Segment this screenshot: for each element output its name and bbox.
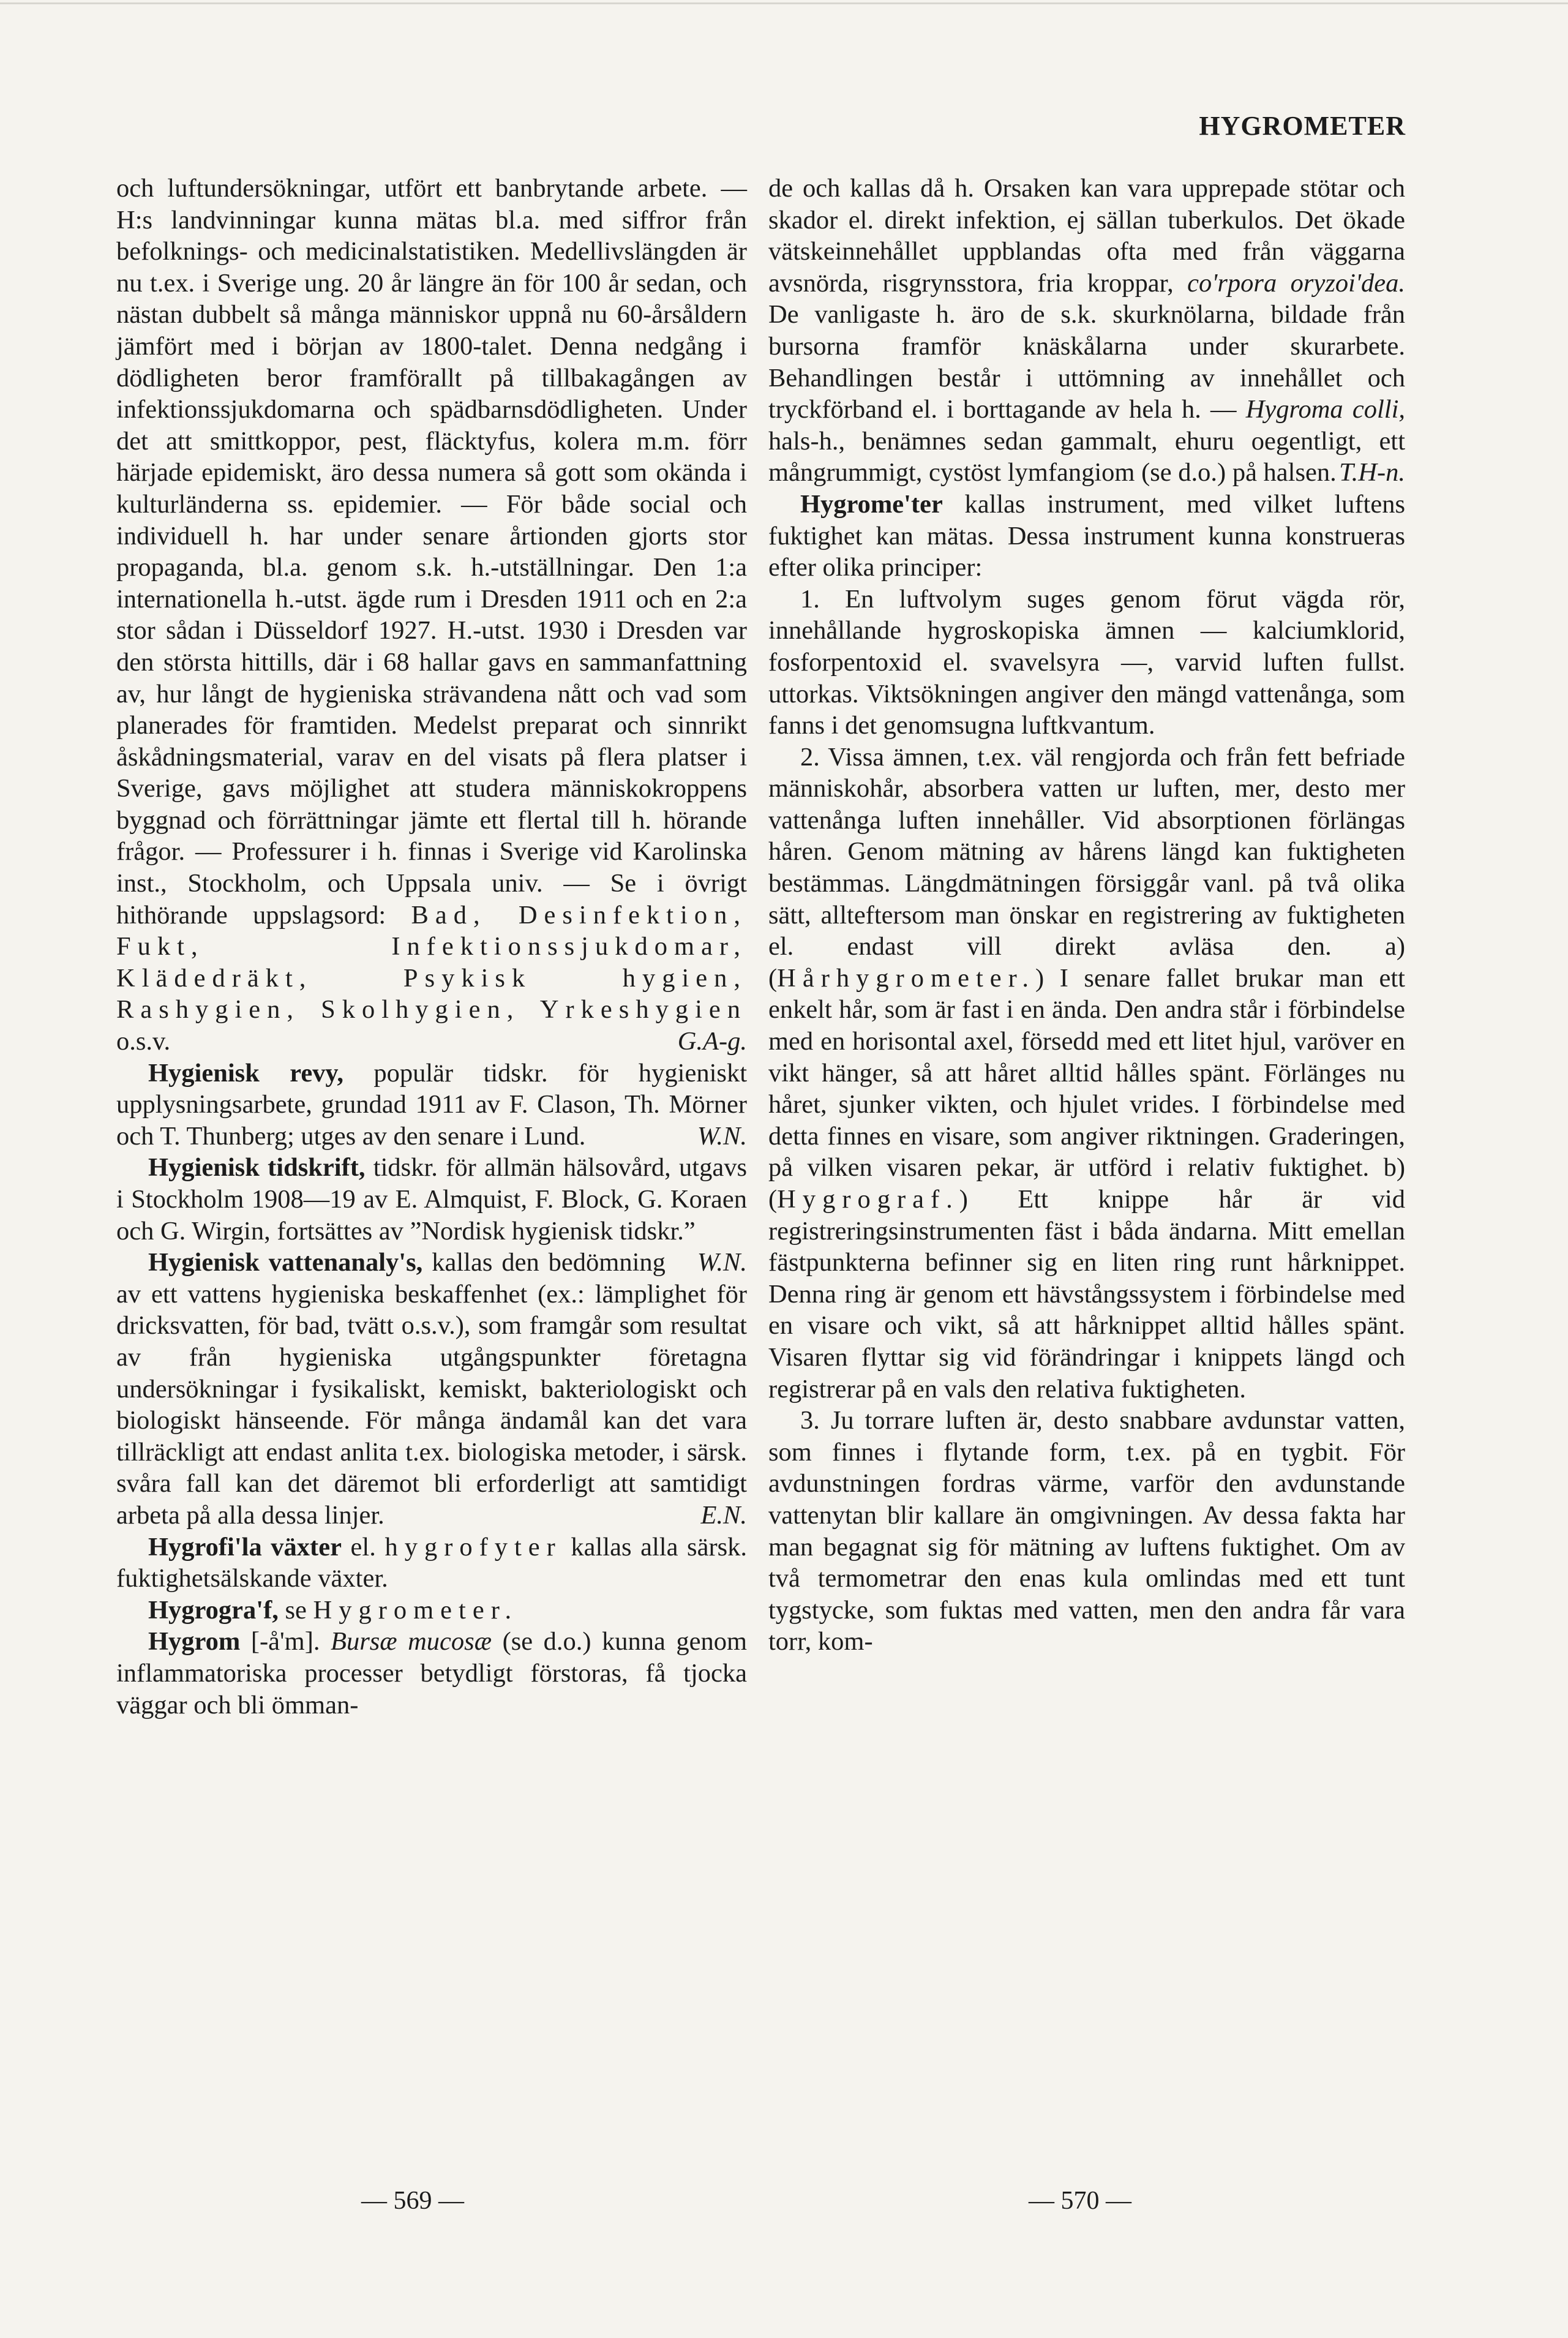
entry-text: el. (350, 1532, 376, 1562)
right-column (768, 173, 1405, 1658)
running-header: HYGROMETER (1199, 111, 1406, 141)
entry-hygienisk-vattenanalys (116, 1247, 747, 1531)
entry-text: de och kallas då h. Orsaken kan vara upprepade stötar och skador el. direkt infektion, ej sällan tuberkulos. Det ökade vätskeinnehållet uppblandas ofta med från väggarna avsnörda, risgrynsstora, fria kroppar, (768, 174, 1405, 298)
principle-1: 1. En luftvolym suges genom förut vägda rör, innehållande hygroskopiska ämnen — kalciumklorid, fosforpentoxid el. svavelsyra —, varvid luften fullst. uttorkas. Viktsökningen angiver den mängd vattenånga, som fanns i det genomsugna luftkvantum. (768, 584, 1405, 740)
entry-text: [-å'm]. (250, 1627, 320, 1656)
page-number-right: — 570 — (1029, 2187, 1131, 2215)
headword: Hygrofi'la växter (148, 1532, 342, 1562)
entry-text: kallas instrument, med vilket luftens fuktighet kan mätas. Dessa instrument kunna konstrueras efter olika principer: (768, 489, 1405, 582)
author-signature: T.H-n. (1339, 458, 1405, 487)
author-signature: W.N. (697, 1248, 747, 1277)
headword: Hygienisk tidskrift, (148, 1153, 366, 1182)
entry-hygrom (116, 1626, 747, 1721)
entry-hygrofila-vaxter (116, 1532, 747, 1595)
entry-text: hals-h., benämnes sedan gammalt, ehuru oegentligt, ett mångrummigt, cystöst lymfangiom (se d.o.) på halsen. (768, 426, 1405, 487)
entry-text: ) Ett knippe hår är vid registreringsinstrumenten fäst i båda ändarna. Mitt emellan fästpunkterna befinner sig en liten ring runt hårknippet. Denna ring är genom ett hävstångssystem i förbindelse med en visare och vikt, så att hårknippet alltid hålles spänt. Visaren flyttar sig vid förändringar i knippets längd och registrerar på en vals den relativa fuktigheten. (768, 1185, 1405, 1404)
entry-text: populär tidskr. för hygieniskt upplysningsarbete, grundad 1911 av F. Clason, Th. Mörner och T. Thunberg; utges av den senare i Lund. (116, 1058, 748, 1151)
entry-hygrometer (768, 489, 1405, 584)
headword: Hygrogra'f, (148, 1595, 279, 1625)
latin-term: Hygroma colli, (1245, 395, 1405, 424)
entry-hygienisk-revy (116, 1058, 747, 1152)
entry-text: ) I senare fallet brukar man ett enkelt hår, som är fast i en ända. Den andra står i förbindelse med en horisontal axel, försedd med ett litet hjul, varöver en vikt hänger, så att håret alltid hålles spänt. Förlänges nu håret, sjunker vikten, och hjulet vrides. I förbindelse med detta finnes en visare, som angiver riktningen. Graderingen, på vilken visaren pekar, är utförd i relativ fuktighet. b) ( (768, 963, 1405, 1214)
principle-3: 3. Ju torrare luften är, desto snabbare avdunstar vatten, som finnes i flytande form, t.ex. på en tygbit. För avdunstningen fordras värme, varför den avdunstande vattenytan blir kallare än omgivningen. Av dessa fakta har man begagnat sig för mätning av luftens fuktighet. Om av två termometrar den enas kula omlindas med ett tunt tygstycke, som fuktas med vatten, men den andra får vara torr, kom- (768, 1406, 1405, 1656)
entry-text: (se d.o.) kunna genom inflammatoriska processer betydligt förstoras, få tjocka väggar och bli ömman- (116, 1627, 748, 1720)
entry-text: 2. Vissa ämnen, t.ex. väl rengjorda och från fett befriade människohår, absorbera vatten ur luften, mer, desto mer vattenånga luften innehåller. Vid absorptionen förlängas håren. Genom mätning av hårens längd kan fuktigheten bestämmas. Längdmätningen försiggår vanl. på två olika sätt, allteftersom man önskar en registrering av fuktigheten el. endast vill direkt avläsa den. a) ( (768, 742, 1405, 993)
entry-text: kallas den bedömning av ett vattens hygieniska beskaffenhet (ex.: lämplighet för dricksvatten, för bad, tvätt o.s.v.), som framgår som resultat av från hygieniska utgångspunkter företagna undersökningar i fysikaliskt, kemiskt, bakteriologiskt och biologiskt hänseende. För många ändamål kan det vara tillräckligt att endast anlita t.ex. biologiska metoder, i särsk. svåra fall kan det däremot bli erforderligt att samtidigt arbeta på alla dessa linjer. (116, 1248, 747, 1530)
scan-edge (0, 2, 1568, 4)
headword: Hygrom (148, 1627, 241, 1656)
left-column (116, 173, 747, 1721)
latin-term: co'rpora oryzoi'dea. (1187, 268, 1405, 298)
headword: Hygrome'ter (800, 489, 943, 519)
entry-hygrom-continuation (768, 173, 1405, 489)
spaced-term: Hygrometer. (313, 1595, 519, 1625)
headword: Hygienisk revy, (148, 1058, 343, 1088)
cross-references: Bad, Desinfektion, Fukt, Infektionssjukdomar, Klädedräkt, Psykisk hygien, Rashygien, Skolhygien, Yrkeshygien (116, 900, 747, 1024)
latin-term: Bursæ mucosæ (330, 1627, 492, 1656)
spaced-term: hygrofyter (384, 1532, 562, 1562)
spaced-term: Hygrograf. (777, 1185, 959, 1214)
entry-hygrograf (116, 1595, 747, 1626)
entry-text: se (285, 1595, 307, 1625)
author-signature: W.N. (697, 1121, 747, 1151)
entry-hygien-continuation (116, 173, 747, 1058)
headword: Hygienisk vattenanaly's, (148, 1248, 423, 1277)
entry-text: kallas alla särsk. fuktighetsälskande växter. (116, 1532, 748, 1593)
page-number-left: — 569 — (361, 2187, 464, 2215)
spaced-term: Hårhygrometer. (777, 963, 1036, 993)
author-signature: G.A-g. (677, 1027, 747, 1056)
entry-text: och luftundersökningar, utfört ett banbrytande arbete. — H:s landvinningar kunna mätas bl.a. med siffror från befolknings- och medicinalstatistiken. Medellivslängden är nu t.ex. i Sverige ung. 20 år längre än för 100 år sedan, och nästan dubbelt så många människor uppnå nu 60-årsåldern jämfört med i början av 1800-talet. Denna nedgång i dödligheten beror framförallt på tillbakagången av infektionssjukdomarna och spädbarnsdödligheten. Under det att smittkoppor, pest, fläcktyfus, kolera m.m. förr härjade epidemiskt, äro dessa numera så gott som okända i kulturländerna ss. epidemier. — För både social och individuell h. har under senare årtionden gjorts stor propaganda, bl.a. genom s.k. h.-utställningar. Den 1:a internationella h.-utst. ägde rum i Dresden 1911 och en 2:a stor sådan i Düsseldorf 1927. H.-utst. 1930 i Dresden var den största hittills, där i 68 hallar gavs en sammanfattning av, hur långt de hygieniska strävandena nått och vad som planerades för framtiden. Medelst preparat och sinnrikt åskådningsmaterial, varav en del visats på flera platser i Sverige, gavs möjlighet att studera människokroppens byggnad och förrättningar jämte ett flertal till h. hörande frågor. — Professurer i h. finnas i Sverige vid Karolinska inst., Stockholm, och Uppsala univ. — Se i övrigt hithörande uppslagsord: (116, 174, 747, 930)
entry-text: De vanligaste h. äro de s.k. skurknölarna, bildade från bursorna framför knäskålarna under skurarbete. Behandlingen består i uttömning av innehållet och tryckförband el. i borttagande av hela h. — (768, 300, 1405, 424)
entry-text: o.s.v. (116, 1027, 171, 1056)
author-signature: E.N. (700, 1500, 747, 1530)
principle-2 (768, 742, 1405, 1405)
entry-text: tidskr. för allmän hälsovård, utgavs i Stockholm 1908—19 av E. Almquist, F. Block, G. Koraen och G. Wirgin, fortsättes av ”Nordisk hygienisk tidskr.” (116, 1153, 748, 1246)
